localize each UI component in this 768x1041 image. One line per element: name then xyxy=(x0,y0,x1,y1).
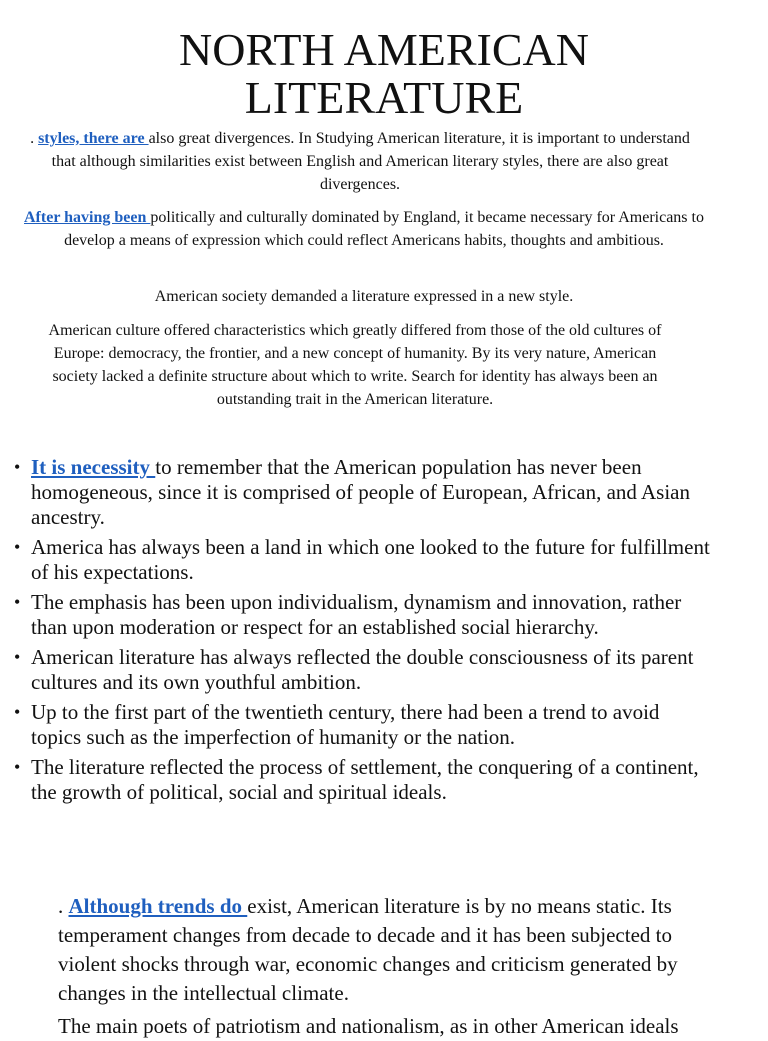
page-title xyxy=(0,26,768,122)
bullet-icon: • xyxy=(14,702,21,722)
bullet-text: to remember that the American population has never been homogeneous, since it is comprised of people of European, African, and Asian ancestry. xyxy=(31,455,690,529)
bullet-text: American literature has always reflected the double consciousness of its parent cultures and its own youthful ambition. xyxy=(31,645,694,694)
cut-off-line: The main poets of patriotism and nationalism, as in other American ideals xyxy=(58,1014,679,1038)
intro-prefix: . xyxy=(30,130,39,147)
bullet-link-it-is-necessity[interactable]: It is necessity xyxy=(31,455,156,479)
bullet-text: America has always been a land in which one looked to the future for fulfillment of his expectations. xyxy=(31,535,710,584)
list-item xyxy=(14,700,714,750)
bullet-text: The emphasis has been upon individualism, dynamism and innovation, rather than upon moderation or respect for an established social hierarchy. xyxy=(31,590,682,639)
bullet-text: Up to the first part of the twentieth century, there had been a trend to avoid topics such as the imperfection of humanity or the nation. xyxy=(31,700,660,749)
list-item xyxy=(14,455,714,530)
bottom-text: exist, American literature is by no means static. Its temperament changes from decade to decade and it has been subjected to violent shocks through war, economic changes and criticism generated by changes in the intellectual climate. xyxy=(58,894,678,1005)
intro-text: politically and culturally dominated by England, it became necessary for Americans to develop a means of expression which could reflect Americans habits, thoughts and ambitious. xyxy=(64,209,704,249)
bullet-list xyxy=(14,455,714,810)
bottom-paragraph xyxy=(58,892,718,1008)
intro-link-styles[interactable]: styles, there are xyxy=(38,130,149,147)
bullet-icon: • xyxy=(14,592,21,612)
intro-text: American culture offered characteristics which greatly differed from those of the old cultures of Europe: democracy, the frontier, and a new concept of humanity. By its very nature, American society lacked a definite structure about which to write. Search for identity has always been an outstanding trait in the American literature. xyxy=(48,322,662,408)
list-item xyxy=(14,535,714,585)
intro-paragraph-1 xyxy=(20,127,700,196)
list-item xyxy=(14,755,714,805)
intro-paragraph-4 xyxy=(30,319,680,411)
bullet-icon: • xyxy=(14,457,21,477)
title-line-2: LITERATURE xyxy=(244,72,524,123)
list-item xyxy=(14,590,714,640)
intro-link-after-having-been[interactable]: After having been xyxy=(24,209,151,226)
bottom-link-although-trends-do[interactable]: Although trends do xyxy=(68,894,248,918)
bullet-icon: • xyxy=(14,647,21,667)
bullet-text: The literature reflected the process of settlement, the conquering of a continent, the growth of political, social and spiritual ideals. xyxy=(31,755,699,804)
bullet-icon: • xyxy=(14,537,21,557)
bottom-prefix: . xyxy=(58,894,69,918)
intro-paragraph-2 xyxy=(24,206,704,252)
title-line-1: NORTH AMERICAN xyxy=(179,24,589,75)
intro-text: American society demanded a literature expressed in a new style. xyxy=(154,288,574,305)
bullet-icon: • xyxy=(14,757,21,777)
intro-paragraph-3 xyxy=(24,285,704,308)
list-item xyxy=(14,645,714,695)
intro-text: also great divergences. In Studying American literature, it is important to understand that although similarities exist between English and American literary styles, there are also great divergences. xyxy=(51,130,690,193)
